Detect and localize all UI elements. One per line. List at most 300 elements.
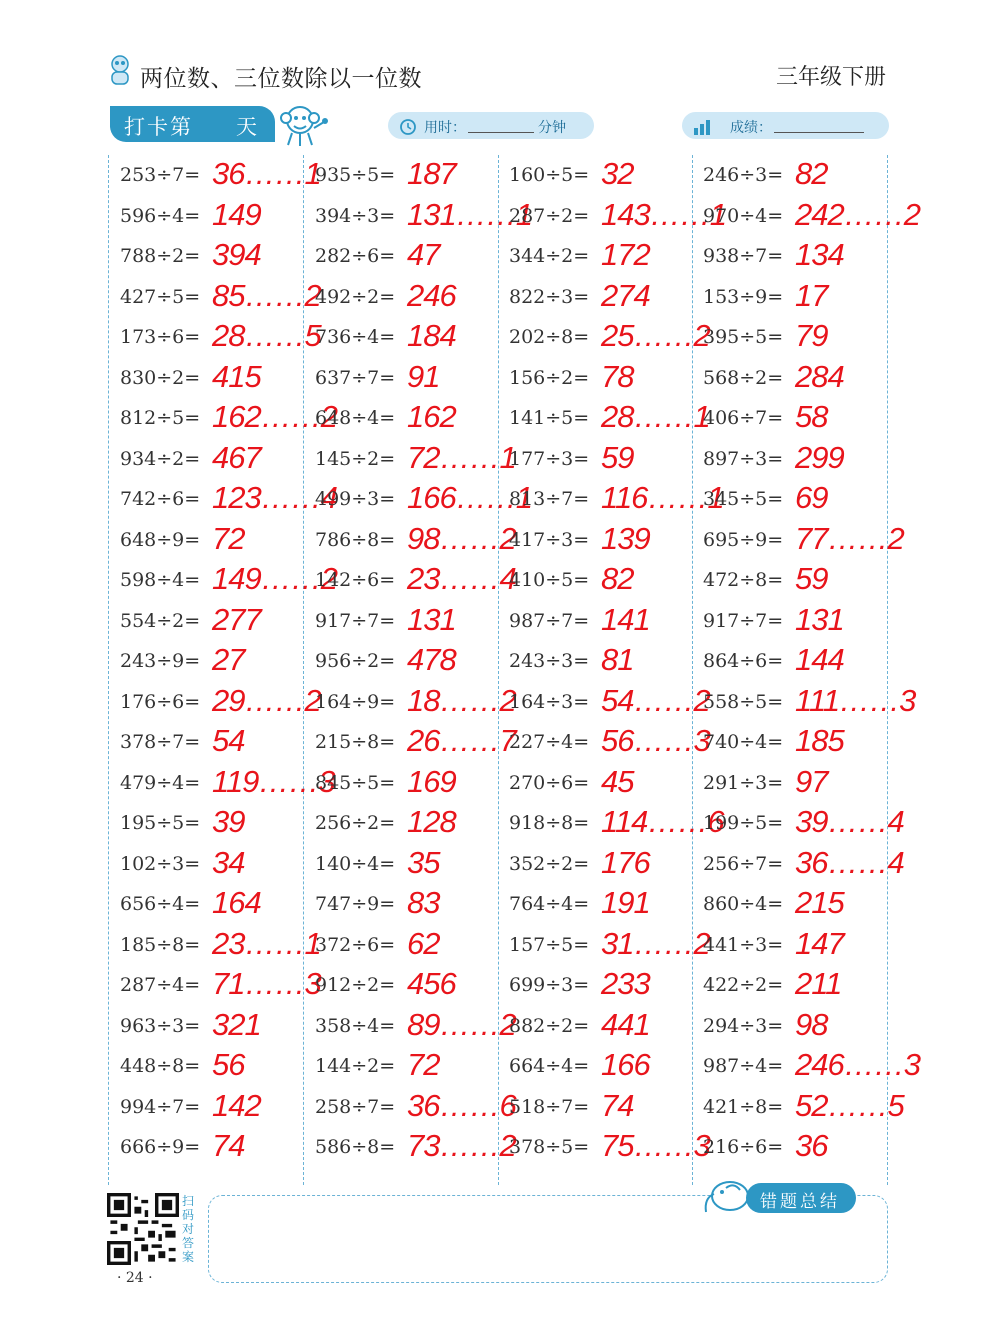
problem-row bbox=[315, 358, 505, 402]
handwritten-answer[interactable]: 131 bbox=[407, 601, 456, 637]
division-problem: 699÷3= bbox=[509, 974, 590, 996]
handwritten-answer[interactable]: 284 bbox=[795, 358, 844, 394]
handwritten-answer[interactable]: 45 bbox=[601, 763, 634, 799]
handwritten-answer[interactable]: 39 bbox=[212, 804, 245, 839]
problem-row bbox=[120, 561, 337, 604]
problem-row bbox=[120, 156, 321, 199]
division-problem: 282÷6= bbox=[315, 245, 396, 267]
division-problem: 378÷5= bbox=[509, 1136, 590, 1158]
problem-row bbox=[703, 158, 893, 199]
handwritten-answer[interactable]: 31……2 bbox=[601, 925, 710, 961]
handwritten-answer[interactable]: 56……3 bbox=[601, 723, 710, 758]
problem-row bbox=[120, 644, 310, 685]
problem-row bbox=[315, 439, 516, 483]
division-problem: 747÷9= bbox=[315, 893, 396, 915]
handwritten-answer[interactable]: 83 bbox=[407, 885, 440, 920]
division-problem: 256÷2= bbox=[315, 812, 396, 834]
problem-column-1 bbox=[120, 156, 337, 1171]
handwritten-answer[interactable]: 62 bbox=[407, 925, 440, 961]
handwritten-answer[interactable]: 277 bbox=[212, 601, 261, 637]
division-problem: 918÷8= bbox=[509, 812, 590, 834]
handwritten-answer[interactable]: 71……3 bbox=[212, 966, 321, 1001]
handwritten-answer[interactable]: 75……3 bbox=[601, 1128, 710, 1163]
division-problem: 934÷2= bbox=[120, 447, 201, 470]
division-problem: 406÷7= bbox=[703, 407, 784, 429]
handwritten-answer[interactable]: 142 bbox=[212, 1087, 261, 1123]
problem-row bbox=[703, 1006, 893, 1050]
handwritten-answer[interactable]: 23……4 bbox=[407, 561, 516, 596]
problem-row bbox=[120, 966, 321, 1009]
division-problem: 256÷7= bbox=[703, 852, 784, 875]
handwritten-answer[interactable]: 28……5 bbox=[212, 318, 321, 353]
handwritten-answer[interactable]: 58 bbox=[795, 399, 828, 434]
handwritten-answer[interactable]: 169 bbox=[407, 763, 456, 799]
handwritten-answer[interactable]: 29……2 bbox=[212, 682, 321, 718]
handwritten-answer[interactable]: 134 bbox=[795, 237, 844, 272]
division-problem: 963÷3= bbox=[120, 1014, 201, 1037]
division-problem: 243÷3= bbox=[509, 650, 590, 672]
problem-row bbox=[315, 401, 505, 442]
problem-row bbox=[509, 844, 699, 888]
problem-row bbox=[509, 480, 724, 523]
handwritten-answer[interactable]: 27 bbox=[212, 642, 245, 677]
division-problem: 195÷5= bbox=[120, 812, 201, 834]
score-field bbox=[682, 112, 889, 139]
handwritten-answer[interactable]: 36……4 bbox=[795, 844, 904, 880]
problem-row bbox=[509, 1006, 699, 1050]
problem-row bbox=[315, 723, 516, 766]
problem-row bbox=[509, 520, 699, 564]
handwritten-answer[interactable]: 26……7 bbox=[407, 723, 516, 758]
problem-row bbox=[120, 480, 337, 523]
division-problem: 102÷3= bbox=[120, 852, 201, 875]
handwritten-answer[interactable]: 415 bbox=[212, 358, 261, 394]
handwritten-answer[interactable]: 59 bbox=[601, 439, 634, 475]
handwritten-answer[interactable]: 147 bbox=[795, 925, 844, 961]
score-input-line[interactable] bbox=[774, 132, 864, 133]
division-problem: 656÷4= bbox=[120, 893, 201, 915]
problem-row bbox=[703, 925, 893, 969]
problem-row bbox=[509, 1087, 699, 1131]
division-problem: 492÷2= bbox=[315, 285, 396, 308]
handwritten-answer[interactable]: 162 bbox=[407, 399, 456, 434]
problem-row bbox=[509, 887, 699, 928]
division-problem: 448÷8= bbox=[120, 1055, 201, 1077]
problem-row bbox=[703, 1130, 893, 1171]
division-problem: 140÷4= bbox=[315, 852, 396, 875]
handwritten-answer[interactable]: 111……3 bbox=[795, 682, 916, 718]
problem-row bbox=[120, 763, 335, 807]
handwritten-answer[interactable]: 131……1 bbox=[407, 196, 532, 232]
handwritten-answer[interactable]: 35 bbox=[407, 844, 440, 880]
division-problem: 199÷5= bbox=[703, 812, 784, 834]
division-problem: 216÷6= bbox=[703, 1136, 784, 1158]
problem-row bbox=[315, 806, 505, 847]
problem-row bbox=[703, 239, 893, 280]
score-label: 成绩： bbox=[730, 120, 772, 136]
division-problem: 410÷5= bbox=[509, 569, 590, 591]
handwritten-answer[interactable]: 98 bbox=[795, 1006, 828, 1042]
owl-logo-icon bbox=[106, 54, 134, 86]
division-problem: 648÷4= bbox=[315, 407, 396, 429]
problem-row bbox=[315, 277, 505, 321]
time-unit: 分钟 bbox=[538, 120, 566, 136]
problem-column-3 bbox=[509, 156, 726, 1171]
division-problem: 358÷4= bbox=[315, 1014, 396, 1037]
division-problem: 422÷2= bbox=[703, 974, 784, 996]
problem-column-4 bbox=[703, 156, 920, 1171]
handwritten-answer[interactable]: 28……1 bbox=[601, 399, 710, 434]
handwritten-answer[interactable]: 242……2 bbox=[795, 196, 920, 232]
handwritten-answer[interactable]: 73……2 bbox=[407, 1128, 516, 1163]
division-problem: 160÷5= bbox=[509, 164, 590, 186]
handwritten-answer[interactable]: 141 bbox=[601, 601, 650, 637]
problem-row bbox=[315, 196, 532, 240]
division-problem: 812÷5= bbox=[120, 407, 201, 429]
handwritten-answer[interactable]: 54……2 bbox=[601, 682, 710, 718]
problem-row bbox=[315, 239, 505, 280]
bar-chart-icon bbox=[692, 116, 714, 136]
division-problem: 499÷3= bbox=[315, 488, 396, 510]
division-problem: 176÷6= bbox=[120, 690, 201, 713]
division-problem: 970÷4= bbox=[703, 204, 784, 227]
problem-row bbox=[703, 277, 893, 321]
handwritten-answer[interactable]: 233 bbox=[601, 966, 650, 1001]
division-problem: 185÷8= bbox=[120, 933, 201, 956]
handwritten-answer[interactable]: 23……1 bbox=[212, 925, 321, 961]
division-problem: 142÷6= bbox=[315, 569, 396, 591]
problem-row bbox=[509, 196, 726, 240]
division-problem: 740÷4= bbox=[703, 731, 784, 753]
checkin-prefix: 打卡第 bbox=[124, 115, 193, 139]
division-problem: 291÷3= bbox=[703, 771, 784, 794]
division-problem: 695÷9= bbox=[703, 528, 784, 551]
problem-row bbox=[703, 968, 893, 1009]
handwritten-answer[interactable]: 59 bbox=[795, 561, 828, 596]
division-problem: 897÷3= bbox=[703, 447, 784, 470]
handwritten-answer[interactable]: 18……2 bbox=[407, 682, 516, 718]
problem-row bbox=[703, 804, 904, 847]
division-problem: 956÷2= bbox=[315, 650, 396, 672]
handwritten-answer[interactable]: 162……2 bbox=[212, 399, 337, 434]
handwritten-answer[interactable]: 56 bbox=[212, 1047, 245, 1082]
handwritten-answer[interactable]: 187 bbox=[407, 156, 456, 191]
handwritten-answer[interactable]: 149 bbox=[212, 196, 261, 232]
problem-row bbox=[703, 682, 916, 726]
problem-row bbox=[120, 1087, 310, 1131]
problem-row bbox=[703, 482, 893, 523]
handwritten-answer[interactable]: 184 bbox=[407, 318, 456, 353]
handwritten-answer[interactable]: 119……3 bbox=[212, 763, 335, 799]
problem-row bbox=[120, 239, 310, 280]
problem-row bbox=[120, 725, 310, 766]
division-problem: 287÷4= bbox=[120, 974, 201, 996]
handwritten-answer[interactable]: 478 bbox=[407, 642, 456, 677]
problem-row bbox=[703, 320, 893, 361]
division-problem: 258÷7= bbox=[315, 1095, 396, 1118]
division-problem: 598÷4= bbox=[120, 569, 201, 591]
problem-row bbox=[120, 277, 321, 321]
handwritten-answer[interactable]: 79 bbox=[795, 318, 828, 353]
division-problem: 378÷7= bbox=[120, 731, 201, 753]
problem-row bbox=[509, 439, 699, 483]
handwritten-answer[interactable]: 78 bbox=[601, 358, 634, 394]
handwritten-answer[interactable]: 176 bbox=[601, 844, 650, 880]
division-problem: 144÷2= bbox=[315, 1055, 396, 1077]
problem-row bbox=[315, 480, 532, 523]
division-problem: 912÷2= bbox=[315, 974, 396, 996]
worksheet-title: 两位数、三位数除以一位数 bbox=[140, 66, 422, 92]
division-problem: 558÷5= bbox=[703, 690, 784, 713]
problem-row bbox=[315, 158, 505, 199]
problem-row bbox=[703, 601, 893, 645]
problem-row bbox=[509, 563, 699, 604]
division-problem: 145÷2= bbox=[315, 447, 396, 470]
problem-row bbox=[315, 887, 505, 928]
time-field bbox=[388, 112, 594, 139]
page-number: · 24 · bbox=[117, 1270, 153, 1286]
handwritten-answer[interactable]: 36 bbox=[795, 1128, 828, 1163]
handwritten-answer[interactable]: 139 bbox=[601, 520, 650, 556]
handwritten-answer[interactable]: 85……2 bbox=[212, 277, 321, 313]
division-problem: 345÷5= bbox=[703, 488, 784, 510]
division-problem: 173÷6= bbox=[120, 326, 201, 348]
division-problem: 864÷6= bbox=[703, 650, 784, 672]
problem-row bbox=[509, 804, 724, 847]
handwritten-answer[interactable]: 36……6 bbox=[407, 1087, 516, 1123]
problem-row bbox=[120, 520, 310, 564]
division-problem: 421÷8= bbox=[703, 1095, 784, 1118]
problem-row bbox=[703, 887, 893, 928]
division-problem: 417÷3= bbox=[509, 528, 590, 551]
problem-row bbox=[315, 1087, 516, 1131]
handwritten-answer[interactable]: 69 bbox=[795, 480, 828, 515]
problem-row bbox=[703, 1047, 920, 1090]
handwritten-answer[interactable]: 131 bbox=[795, 601, 844, 637]
division-problem: 518÷7= bbox=[509, 1095, 590, 1118]
problem-row bbox=[703, 725, 893, 766]
division-problem: 177÷3= bbox=[509, 447, 590, 470]
problem-row bbox=[315, 1128, 516, 1171]
handwritten-answer[interactable]: 39……4 bbox=[795, 804, 904, 839]
division-problem: 882÷2= bbox=[509, 1014, 590, 1037]
division-problem: 596÷4= bbox=[120, 204, 201, 227]
division-problem: 344÷2= bbox=[509, 245, 590, 267]
problem-row bbox=[509, 682, 710, 726]
handwritten-answer[interactable]: 456 bbox=[407, 966, 456, 1001]
handwritten-answer[interactable]: 74 bbox=[212, 1128, 245, 1163]
problem-row bbox=[315, 682, 516, 726]
problem-row bbox=[315, 925, 505, 969]
handwritten-answer[interactable]: 72 bbox=[407, 1047, 440, 1082]
division-problem: 994÷7= bbox=[120, 1095, 201, 1118]
handwritten-answer[interactable]: 17 bbox=[795, 277, 828, 313]
problem-row bbox=[120, 806, 310, 847]
handwritten-answer[interactable]: 82 bbox=[795, 156, 828, 191]
division-problem: 935÷5= bbox=[315, 164, 396, 186]
division-problem: 917÷7= bbox=[315, 609, 396, 632]
problem-row bbox=[509, 723, 710, 766]
problem-row bbox=[120, 196, 310, 240]
division-problem: 287÷2= bbox=[509, 204, 590, 227]
problem-row bbox=[315, 1049, 505, 1090]
problem-row bbox=[120, 1130, 310, 1171]
problem-row bbox=[120, 399, 337, 442]
problem-row bbox=[703, 401, 893, 442]
division-problem: 813÷7= bbox=[509, 488, 590, 510]
division-problem: 554÷2= bbox=[120, 609, 201, 632]
problem-row bbox=[120, 682, 321, 726]
handwritten-answer[interactable]: 74 bbox=[601, 1087, 634, 1123]
handwritten-answer[interactable]: 47 bbox=[407, 237, 440, 272]
handwritten-answer[interactable]: 98……2 bbox=[407, 520, 516, 556]
handwritten-answer[interactable]: 191 bbox=[601, 885, 650, 920]
handwritten-answer[interactable]: 299 bbox=[795, 439, 844, 475]
handwritten-answer[interactable]: 114……6 bbox=[601, 804, 724, 839]
division-problem: 472÷8= bbox=[703, 569, 784, 591]
division-problem: 294÷3= bbox=[703, 1014, 784, 1037]
problem-row bbox=[120, 844, 310, 888]
division-problem: 987÷7= bbox=[509, 609, 590, 632]
division-problem: 786÷8= bbox=[315, 528, 396, 551]
handwritten-answer[interactable]: 185 bbox=[795, 723, 844, 758]
division-problem: 568÷2= bbox=[703, 366, 784, 389]
problem-row bbox=[315, 968, 505, 1009]
handwritten-answer[interactable]: 77……2 bbox=[795, 520, 904, 556]
handwritten-answer[interactable]: 172 bbox=[601, 237, 650, 272]
handwritten-answer[interactable]: 123……4 bbox=[212, 480, 337, 515]
time-label: 用时： bbox=[424, 120, 466, 136]
problem-row bbox=[509, 318, 710, 361]
handwritten-answer[interactable]: 25……2 bbox=[601, 318, 710, 353]
handwritten-answer[interactable]: 467 bbox=[212, 439, 261, 475]
problem-row bbox=[315, 763, 505, 807]
division-problem: 742÷6= bbox=[120, 488, 201, 510]
problem-row bbox=[703, 520, 904, 564]
handwritten-answer[interactable]: 211 bbox=[795, 966, 842, 1001]
handwritten-answer[interactable]: 441 bbox=[601, 1006, 650, 1042]
handwritten-answer[interactable]: 54 bbox=[212, 723, 245, 758]
handwritten-answer[interactable]: 246 bbox=[407, 277, 456, 313]
column-divider bbox=[108, 155, 109, 1185]
problem-row bbox=[509, 1128, 710, 1171]
handwritten-answer[interactable]: 72……1 bbox=[407, 439, 516, 475]
division-problem: 202÷8= bbox=[509, 326, 590, 348]
handwritten-answer[interactable]: 36……1 bbox=[212, 156, 321, 191]
division-problem: 164÷9= bbox=[315, 690, 396, 713]
problem-row bbox=[509, 399, 710, 442]
problem-row bbox=[509, 968, 699, 1009]
handwritten-answer[interactable]: 34 bbox=[212, 844, 245, 880]
qr-code-icon[interactable] bbox=[107, 1193, 179, 1265]
handwritten-answer[interactable]: 52……5 bbox=[795, 1087, 904, 1123]
division-problem: 164÷3= bbox=[509, 690, 590, 713]
problem-row bbox=[703, 358, 893, 402]
division-problem: 270÷6= bbox=[509, 771, 590, 794]
error-summary-badge bbox=[746, 1183, 856, 1213]
handwritten-answer[interactable]: 32 bbox=[601, 156, 634, 191]
problem-column-2 bbox=[315, 156, 532, 1171]
division-problem: 253÷7= bbox=[120, 164, 201, 186]
division-problem: 788÷2= bbox=[120, 245, 201, 267]
handwritten-answer[interactable]: 72 bbox=[212, 520, 245, 556]
problem-row bbox=[703, 844, 904, 888]
problem-row bbox=[315, 320, 505, 361]
error-summary-label: 错题总结 bbox=[760, 1192, 840, 1212]
handwritten-answer[interactable]: 89……2 bbox=[407, 1006, 516, 1042]
problem-row bbox=[509, 763, 699, 807]
division-problem: 394÷3= bbox=[315, 204, 396, 227]
qr-caption: 扫码对答案 bbox=[182, 1194, 195, 1264]
problem-row bbox=[315, 1006, 516, 1050]
handwritten-answer[interactable]: 274 bbox=[601, 277, 650, 313]
division-problem: 822÷3= bbox=[509, 285, 590, 308]
problem-row bbox=[703, 196, 920, 240]
handwritten-answer[interactable]: 166……1 bbox=[407, 480, 532, 515]
division-problem: 917÷7= bbox=[703, 609, 784, 632]
problem-row bbox=[509, 277, 699, 321]
handwritten-answer[interactable]: 166 bbox=[601, 1047, 650, 1082]
division-problem: 736÷4= bbox=[315, 326, 396, 348]
division-problem: 246÷3= bbox=[703, 164, 784, 186]
division-problem: 938÷7= bbox=[703, 245, 784, 267]
problem-row bbox=[703, 439, 893, 483]
division-problem: 637÷7= bbox=[315, 366, 396, 389]
handwritten-answer[interactable]: 246……3 bbox=[795, 1047, 920, 1082]
checkin-day-banner bbox=[110, 106, 275, 142]
division-problem: 141÷5= bbox=[509, 407, 590, 429]
division-problem: 157÷5= bbox=[509, 933, 590, 956]
handwritten-answer[interactable]: 81 bbox=[601, 642, 634, 677]
division-problem: 156÷2= bbox=[509, 366, 590, 389]
problem-row bbox=[120, 887, 310, 928]
handwritten-answer[interactable]: 91 bbox=[407, 358, 440, 394]
problem-row bbox=[315, 520, 516, 564]
problem-row bbox=[315, 844, 505, 888]
handwritten-answer[interactable]: 143……1 bbox=[601, 196, 726, 232]
problem-row bbox=[509, 601, 699, 645]
handwritten-answer[interactable]: 164 bbox=[212, 885, 261, 920]
division-problem: 987÷4= bbox=[703, 1055, 784, 1077]
handwritten-answer[interactable]: 128 bbox=[407, 804, 456, 839]
handwritten-answer[interactable]: 394 bbox=[212, 237, 261, 272]
time-input-line[interactable] bbox=[468, 132, 534, 133]
division-problem: 586÷8= bbox=[315, 1136, 396, 1158]
handwritten-answer[interactable]: 116……1 bbox=[601, 480, 724, 515]
problem-row bbox=[509, 925, 710, 969]
problem-row bbox=[120, 1006, 310, 1050]
handwritten-answer[interactable]: 321 bbox=[212, 1006, 261, 1042]
problem-row bbox=[509, 1049, 699, 1090]
problem-row bbox=[120, 601, 310, 645]
problem-row bbox=[703, 563, 893, 604]
division-problem: 227÷4= bbox=[509, 731, 590, 753]
problem-row bbox=[315, 644, 505, 685]
handwritten-answer[interactable]: 97 bbox=[795, 763, 828, 799]
problem-row bbox=[703, 1087, 904, 1131]
division-problem: 395÷5= bbox=[703, 326, 784, 348]
alarm-clock-icon bbox=[398, 116, 418, 136]
division-problem: 441÷3= bbox=[703, 933, 784, 956]
division-problem: 215÷8= bbox=[315, 731, 396, 753]
handwritten-answer[interactable]: 149……2 bbox=[212, 561, 337, 596]
handwritten-answer[interactable]: 144 bbox=[795, 642, 844, 677]
handwritten-answer[interactable]: 215 bbox=[795, 885, 844, 920]
handwritten-answer[interactable]: 82 bbox=[601, 561, 634, 596]
division-problem: 427÷5= bbox=[120, 285, 201, 308]
monkey-mascot-icon bbox=[278, 102, 330, 148]
problem-row bbox=[120, 925, 321, 969]
